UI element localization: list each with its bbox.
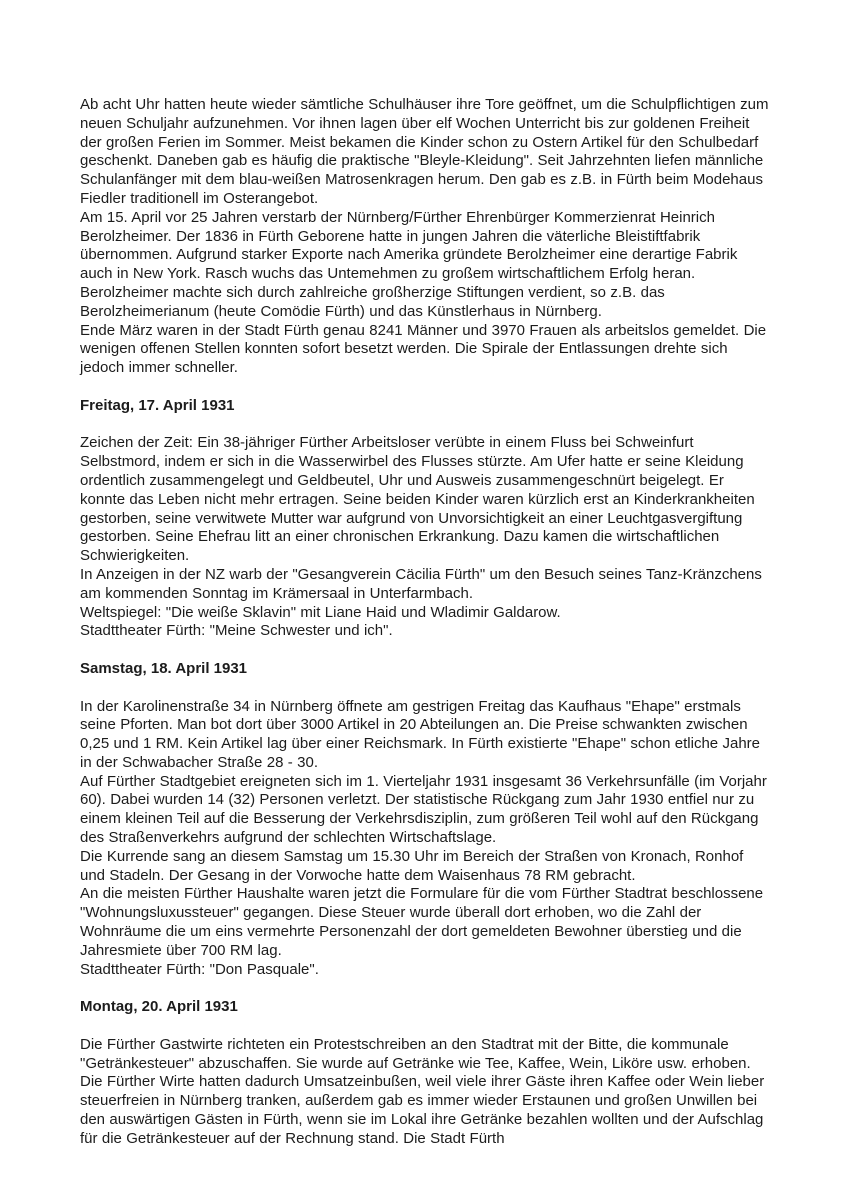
date-heading: Freitag, 17. April 1931 [80, 396, 235, 414]
paragraph: Stadttheater Fürth: "Don Pasquale". [80, 960, 319, 978]
paragraph: Weltspiegel: "Die weiße Sklavin" mit Liane Haid und Wladimir Galdarow. [80, 603, 561, 621]
document-body [80, 96, 770, 1149]
paragraph: Ende März waren in der Stadt Fürth genau 8241 Männer und 3970 Frauen als arbeitslos gemeldet. Die wenigen offenen Stellen konnten sofort besetzt werden. Die Spirale der Entlassungen drehte sich jedoch immer schneller. [80, 321, 767, 377]
paragraph: An die meisten Fürther Haushalte waren jetzt die Formulare für die vom Fürther Stadtrat beschlossene "Wohnungsluxussteuer" gegangen. Diese Steuer wurde überall dort erhoben, wo die Zahl der Wohnräume die um eins vermehrte Personenzahl der dort gemeldeten Bewohner überstieg und die Jahresmiete über 700 RM lag. [80, 885, 764, 959]
paragraph: Auf Fürther Stadtgebiet ereigneten sich im 1. Vierteljahr 1931 insgesamt 36 Verkehrsunfälle (im Vorjahr 60). Dabei wurden 14 (32) Personen verletzt. Der statistische Rückgang zum Jahr 1930 entfiel nur zu einem kleinen Teil auf die Besserung der Verkehrsdisziplin, zum größeren Teil wohl auf den Rückgang des Straßenverkehrs aufgrund der schlechten Wirtschaftslage. [80, 772, 767, 847]
date-heading: Montag, 20. April 1931 [80, 998, 238, 1016]
paragraph: Ab acht Uhr hatten heute wieder sämtliche Schulhäuser ihre Tore geöffnet, um die Schulpflichtigen zum neuen Schuljahr aufzunehmen. Vor ihnen lagen über elf Wochen Unterricht bis zur goldenen Freiheit der großen Ferien im Sommer. Meist bekamen die Kinder schon zu Ostern Artikel für den Schulbedarf geschenkt. Daneben gab es häufig die praktische "Bleyle-Kleidung". Seit Jahrzehnten liefen männliche Schulanfänger mit dem blau-weißen Matrosenkragen herum. Den gab es z.B. in Fürth beim Modehaus Fiedler traditionell im Osterangebot. [80, 96, 769, 207]
paragraph: Die Fürther Gastwirte richteten ein Protestschreiben an den Stadtrat mit der Bitte, die kommunale "Getränkesteuer" abzuschaffen. Sie wurde auf Getränke wie Tee, Kaffee, Wein, Liköre usw. erhoben. Die Fürther Wirte hatten dadurch Umsatzeinbußen, weil viele ihrer Gäste ihren Kaffee oder Wein lieber steuerfreien in Nürnberg tranken, außerdem gab es immer wieder Erstaunen und großen Unwillen bei den auswärtigen Gästen in Fürth, wenn sie im Lokal ihre Getränke bezahlen wollten und der Aufschlag für die Getränkesteuer auf der Rechnung stand. Die Stadt Fürth [80, 1035, 765, 1147]
paragraph: Am 15. April vor 25 Jahren verstarb der Nürnberg/Fürther Ehrenbürger Kommerzienrat Heinrich Berolzheimer. Der 1836 in Fürth Geborene hatte in jungen Jahren die väterliche Bleistiftfabrik übernommen. Aufgrund starker Exporte nach Amerika gründete Berolzheimer eine derartige Fabrik auch in New York. Rasch wuchs das Untemehmen zu großem wirtschaftlichem Erfolg heran. Berolzheimer machte sich durch zahlreiche großherzige Stiftungen verdient, so z.B. das Berolzheimerianum (heute Comödie Fürth) und das Künstlerhaus in Nürnberg. [80, 208, 738, 320]
paragraph: Stadttheater Fürth: "Meine Schwester und ich". [80, 622, 393, 640]
paragraph: Zeichen der Zeit: Ein 38-jähriger Fürther Arbeitsloser verübte in einem Fluss bei Schweinfurt Selbstmord, indem er sich in die Wasserwirbel des Flusses stürzte. Am Ufer hatte er seine Kleidung ordentlich zusammengelegt und Geldbeutel, Uhr und Ausweis zusammengeschnürt beigelegt. Er konnte das Leben nicht mehr ertragen. Seine beiden Kinder waren kürzlich erst an Kinderkrankheiten gestorben, seine verwitwete Mutter war aufgrund von Unvorsichtigkeit an einer Leuchtgasvergiftung gestorben. Seine Ehefrau litt an einer chronischen Erkrankung. Dazu kamen die wirtschaftlichen Schwierigkeiten. [80, 434, 755, 565]
paragraph: In der Karolinenstraße 34 in Nürnberg öffnete am gestrigen Freitag das Kaufhaus "Ehape" erstmals seine Pforten. Man bot dort über 3000 Artikel in 20 Abteilungen an. Die Preise schwankten zwischen 0,25 und 1 RM. Kein Artikel lag über einer Reichsmark. In Fürth existierte "Ehape" schon etliche Jahre in der Schwabacher Straße 28 - 30. [80, 697, 761, 771]
paragraph: Die Kurrende sang an diesem Samstag um 15.30 Uhr im Bereich der Straßen von Kronach, Ronhof und Stadeln. Der Gesang in der Vorwoche hatte dem Waisenhaus 78 RM gebracht. [80, 847, 744, 884]
paragraph: In Anzeigen in der NZ warb der "Gesangverein Cäcilia Fürth" um den Besuch seines Tanz-Kränzchens am kommenden Sonntag im Krämersaal in Unterfarmbach. [80, 565, 762, 602]
date-heading: Samstag, 18. April 1931 [80, 659, 248, 677]
